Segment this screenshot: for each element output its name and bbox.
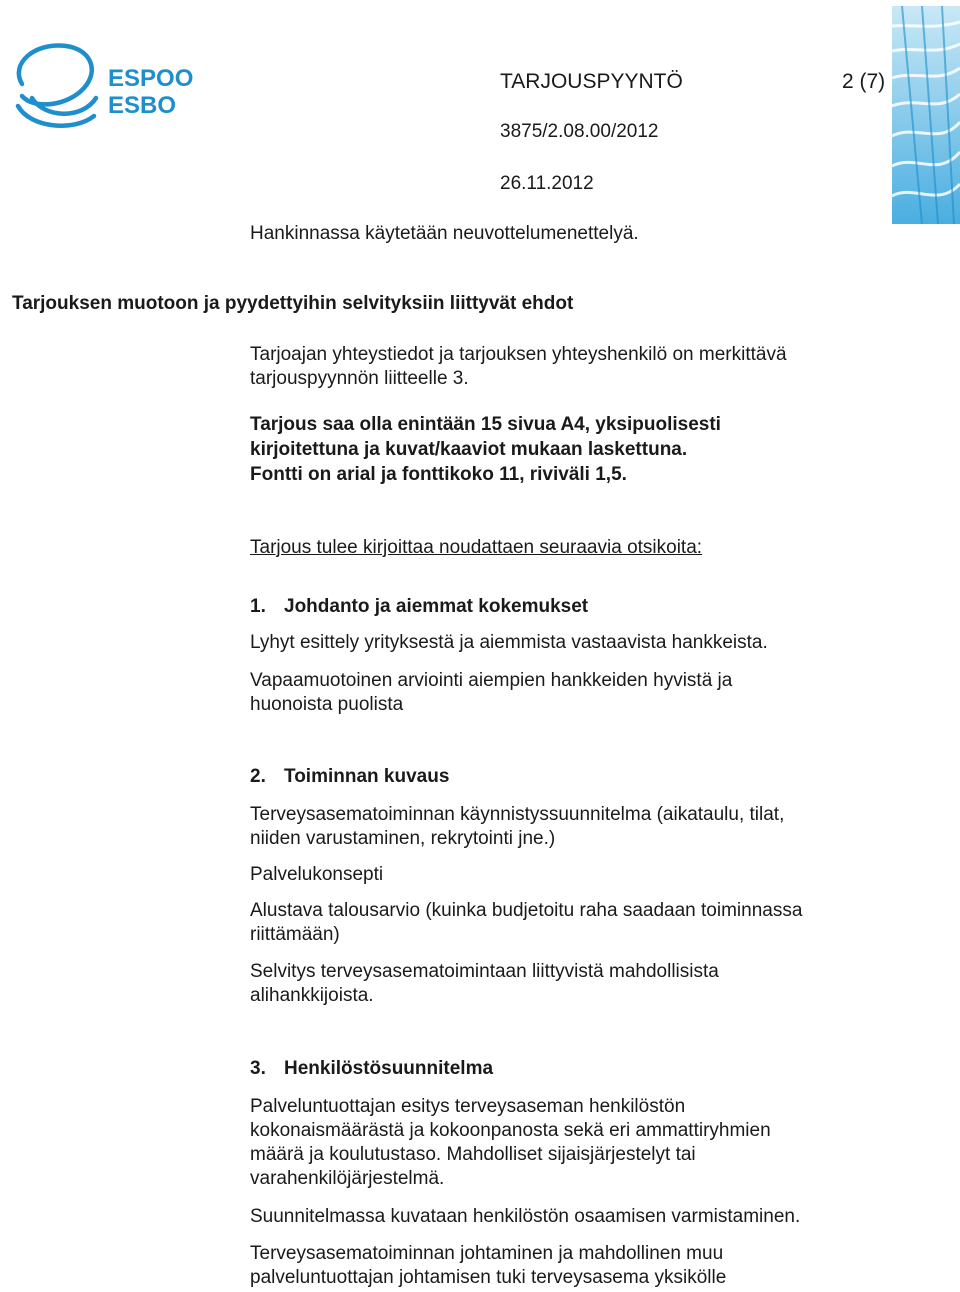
section-2-para-1-line-1: Terveysasematoiminnan käynnistyssuunnitelma (aikataulu, tilat, xyxy=(250,804,785,825)
contact-line-2: tarjouspyynnön liitteelle 3. xyxy=(250,368,469,389)
format-line-1: Tarjous saa olla enintään 15 sivua A4, yksipuolisesti xyxy=(250,414,721,435)
section-2-para-3-line-2: riittämään) xyxy=(250,924,340,945)
espoo-logo-swirl-icon xyxy=(4,36,204,136)
section-2-title: Toiminnan kuvaus xyxy=(284,766,450,787)
section-1-para-2-line-1: Vapaamuotoinen arviointi aiempien hankkeiden hyvistä ja xyxy=(250,670,733,691)
section-title: Tarjouksen muotoon ja pyydettyihin selvityksiin liittyvät ehdot xyxy=(12,293,574,314)
section-3-para-3-line-2: palveluntuottajan johtamisen tuki terveysasema yksikölle xyxy=(250,1267,727,1288)
section-3-title: Henkilöstösuunnitelma xyxy=(284,1058,494,1079)
section-1-para-1: Lyhyt esittely yrityksestä ja aiemmista vastaavista hankkeista. xyxy=(250,632,768,653)
format-line-2: kirjoitettuna ja kuvat/kaaviot mukaan laskettuna. xyxy=(250,439,688,460)
section-3-para-1-line-3: määrä ja koulutustaso. Mahdolliset sijaisjärjestelyt tai xyxy=(250,1144,696,1165)
section-3-para-2: Suunnitelmassa kuvataan henkilöstön osaamisen varmistaminen. xyxy=(250,1206,801,1227)
section-3-para-1-line-1: Palveluntuottajan esitys terveysaseman henkilöstön xyxy=(250,1096,686,1117)
document-date: 26.11.2012 xyxy=(500,173,594,194)
reference-number: 3875/2.08.00/2012 xyxy=(500,121,659,142)
decorative-corner-graphic xyxy=(892,6,960,224)
procedure-text: Hankinnassa käytetään neuvottelumenettelyä. xyxy=(250,223,639,244)
section-3-para-1-line-2: kokonaismäärästä ja kokoonpanosta sekä eri ammattiryhmien xyxy=(250,1120,771,1141)
section-2-para-4-line-2: alihankkijoista. xyxy=(250,985,374,1006)
document-type: TARJOUSPYYNTÖ xyxy=(500,70,683,93)
logo-text-sv: ESBO xyxy=(108,92,177,119)
section-1-number: 1. xyxy=(250,596,266,617)
section-2-para-2: Palvelukonsepti xyxy=(250,864,384,885)
section-1-title: Johdanto ja aiemmat kokemukset xyxy=(284,596,589,617)
page-number: 2 (7) xyxy=(842,70,886,93)
section-2-para-3-line-1: Alustava talousarvio (kuinka budjetoitu raha saadaan toiminnassa xyxy=(250,900,803,921)
logo-text-fi: ESPOO xyxy=(108,65,194,92)
contact-line-1: Tarjoajan yhteystiedot ja tarjouksen yhteyshenkilö on merkittävä xyxy=(250,344,787,365)
headings-intro: Tarjous tulee kirjoittaa noudattaen seuraavia otsikoita: xyxy=(250,537,703,558)
wave-stripes-icon xyxy=(892,6,960,224)
format-line-3: Fontti on arial ja fonttikoko 11, riviväli 1,5. xyxy=(250,464,627,485)
section-3-para-1-line-4: varahenkilöjärjestelmä. xyxy=(250,1168,445,1189)
section-2-number: 2. xyxy=(250,766,266,787)
section-3-para-3-line-1: Terveysasematoiminnan johtaminen ja mahdollinen muu xyxy=(250,1243,724,1264)
section-1-para-2-line-2: huonoista puolista xyxy=(250,694,404,715)
section-2-para-1-line-2: niiden varustaminen, rekrytointi jne.) xyxy=(250,828,556,849)
espoo-logo xyxy=(4,36,204,136)
section-3-number: 3. xyxy=(250,1058,266,1079)
section-2-para-4-line-1: Selvitys terveysasematoimintaan liittyvistä mahdollisista xyxy=(250,961,719,982)
